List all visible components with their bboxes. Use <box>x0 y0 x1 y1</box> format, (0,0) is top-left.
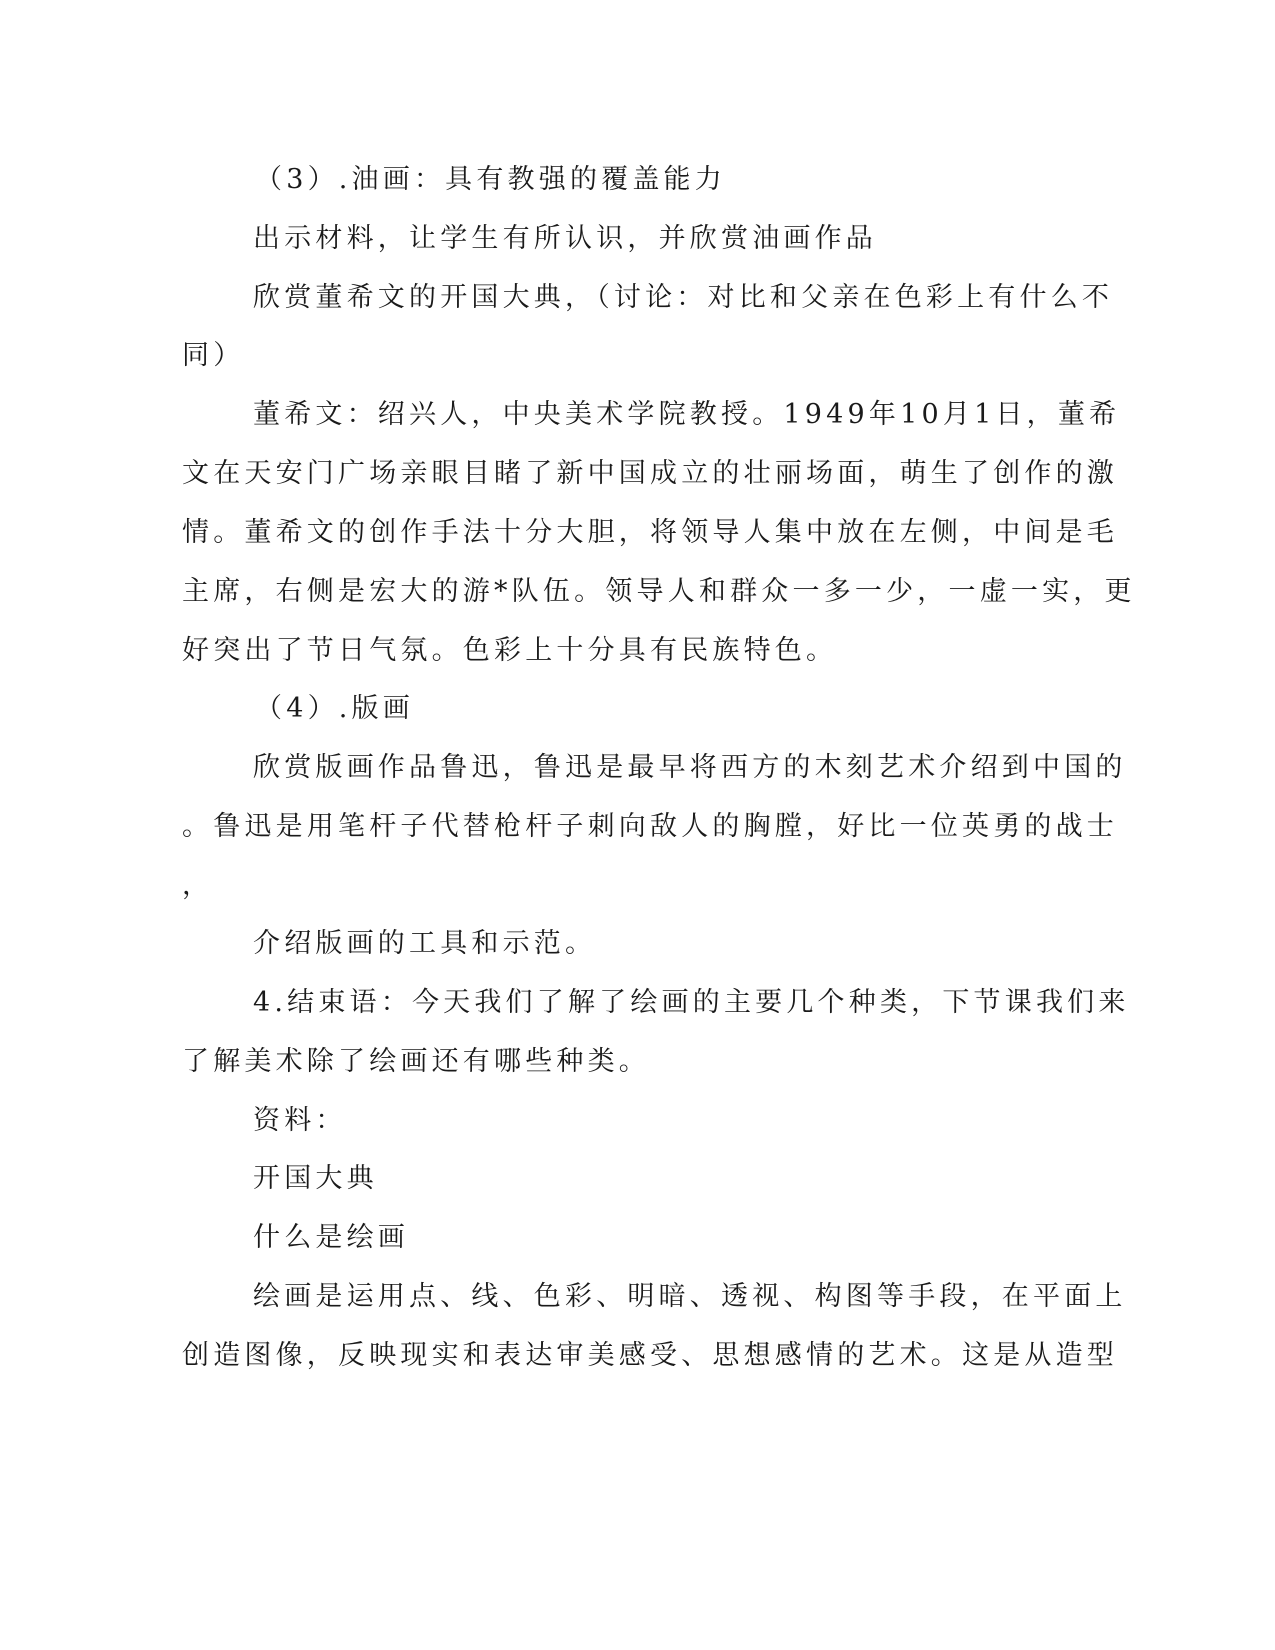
paragraph-line: 开国大典 <box>253 1163 378 1194</box>
paragraph-line: 资料： <box>253 1105 347 1136</box>
paragraph-line: 4.结束语：今天我们了解了绘画的主要几个种类，下节课我们来 <box>253 987 1130 1018</box>
heading-printmaking: （4）.版画 <box>255 693 414 724</box>
paragraph-line: 欣赏董希文的开国大典，（讨论：对比和父亲在色彩上有什么不 <box>253 282 1114 313</box>
paragraph-line: 情。董希文的创作手法十分大胆，将领导人集中放在左侧，中间是毛 <box>182 517 1118 548</box>
paragraph-line: 绘画是运用点、线、色彩、明暗、透视、构图等手段，在平面上 <box>253 1281 1127 1312</box>
paragraph-line: 出示材料，让学生有所认识，并欣赏油画作品 <box>253 223 877 254</box>
paragraph-line: 创造图像，反映现实和表达审美感受、思想感情的艺术。这是从造型 <box>182 1340 1118 1371</box>
paragraph-line: 好突出了节日气氛。色彩上十分具有民族特色。 <box>182 635 838 666</box>
paragraph-line: 主席，右侧是宏大的游*队伍。领导人和群众一多一少，一虚一实，更 <box>182 576 1136 607</box>
paragraph-line: 董希文：绍兴人，中央美术学院教授。1949年10月1日，董希 <box>253 399 1121 430</box>
paragraph-line: 介绍版画的工具和示范。 <box>253 928 597 959</box>
paragraph-line: 什么是绘画 <box>253 1222 409 1253</box>
paragraph-line: 了解美术除了绘画还有哪些种类。 <box>182 1046 650 1077</box>
paragraph-line: 文在天安门广场亲眼目睹了新中国成立的壮丽场面，萌生了创作的激 <box>182 458 1118 489</box>
paragraph-line: 。鲁迅是用笔杆子代替枪杆子刺向敌人的胸膛，好比一位英勇的战士 <box>182 811 1118 842</box>
paragraph-line: 欣赏版画作品鲁迅，鲁迅是最早将西方的木刻艺术介绍到中国的 <box>253 752 1127 783</box>
paragraph-line: 同） <box>182 340 245 371</box>
paragraph-line: ， <box>182 870 214 901</box>
heading-oil-painting: （3）.油画：具有教强的覆盖能力 <box>255 164 726 195</box>
